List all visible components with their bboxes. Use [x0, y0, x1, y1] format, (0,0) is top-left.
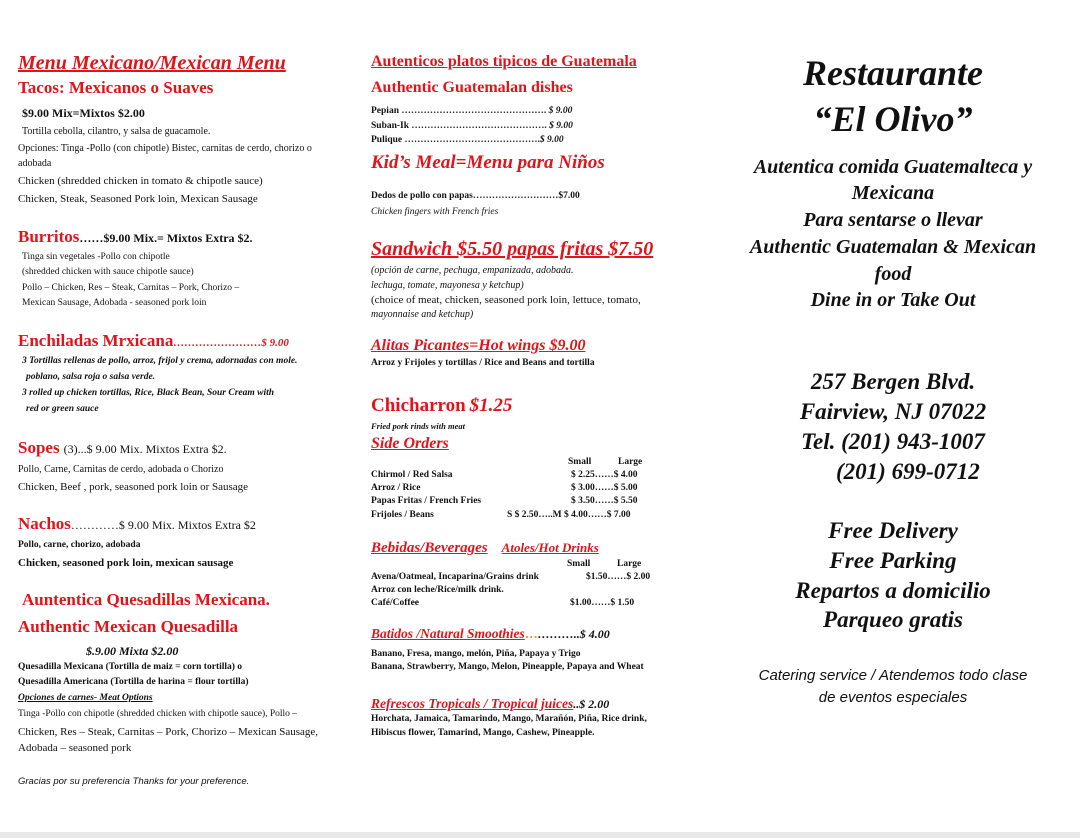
sandwich-desc-1: (opción de carne, pechuga, empanizada, adobada.	[371, 265, 574, 276]
tacos-desc-4: Chicken (shredded chicken in tomato & chipotle sauce)	[18, 175, 263, 187]
alitas-desc: Arroz y Frijoles y tortillas / Rice and Beans and tortilla	[371, 358, 595, 368]
burritos-desc-4: Mexican Sausage, Adobada - seasoned pork loin	[22, 298, 207, 308]
service-delivery: Free Delivery	[828, 518, 958, 543]
nachos-title: Nachos	[18, 514, 71, 533]
side-orders-title: Side Orders	[371, 435, 449, 452]
bev-large-label: Large	[617, 559, 642, 569]
quesadilla-desc-2: Quesadilla Americana (Tortilla de harina = flour tortilla)	[18, 677, 249, 687]
chicharron-title: Chicharron	[371, 395, 466, 416]
service-parking: Free Parking	[829, 548, 957, 573]
burritos-desc-3: Pollo – Chicken, Res – Steak, Carnitas – Pork, Chorizo –	[22, 283, 240, 293]
sandwich-desc-4: mayonnaise and ketchup)	[371, 309, 474, 320]
sandwich-desc-3: (choice of meat, chicken, seasoned pork loin, lettuce, tomato,	[371, 294, 641, 306]
enchiladas-desc-1: 3 Tortillas rellenas de pollo, arroz, frijol y crema, adornadas con mole.	[22, 356, 298, 366]
service-repartos: Repartos a domicilio	[795, 578, 991, 603]
tacos-desc-2: Opciones: Tinga -Pollo (con chipotle) Bistec, carnitas de cerdo, chorizo o	[18, 143, 312, 154]
side-price-salsa: $ 2.25……$ 4.00	[571, 470, 638, 480]
tagline-6: Dine in or Take Out	[810, 289, 976, 311]
side-small-label: Small	[568, 457, 592, 467]
tacos-title: Tacos: Mexicanos o Suaves	[18, 78, 214, 97]
tagline-3: Para sentarse o llevar	[803, 209, 983, 231]
side-item-beans: Frijoles / Beans	[371, 510, 434, 520]
bev-oatmeal: Avena/Oatmeal, Incaparina/Grains drink	[371, 572, 539, 582]
beverages-heading	[371, 539, 599, 557]
batidos-dots: …	[524, 626, 538, 641]
phone-1: Tel. (201) 943-1007	[801, 429, 985, 454]
side-item-salsa: Chirmol / Red Salsa	[371, 470, 453, 480]
tagline-1: Autentica comida Guatemalteca y	[753, 156, 1033, 178]
phone-2: (201) 699-0712	[836, 459, 980, 484]
side-item-fries: Papas Fritas / French Fries	[371, 496, 482, 506]
bottom-edge	[0, 832, 1080, 838]
side-item-rice: Arroz / Rice	[371, 483, 421, 493]
tacos-desc-5: Chicken, Steak, Seasoned Pork loin, Mexican Sausage	[18, 193, 258, 205]
restaurant-name-2: “El Olivo”	[813, 99, 973, 139]
enchiladas-heading	[18, 331, 289, 351]
side-price-rice: $ 3.00……$ 5.00	[571, 483, 638, 493]
batidos-heading	[371, 625, 610, 643]
alitas-title: Alitas Picantes=Hot wings $9.00	[371, 337, 586, 354]
nachos-heading	[18, 514, 256, 534]
guatemala-item-pepian: Pepian ………………………………………. $ 9.00	[371, 106, 573, 116]
guatemala-title-2: Authentic Guatemalan dishes	[371, 79, 573, 96]
bebidas-title: Bebidas/Beverages	[371, 540, 488, 556]
service-parqueo: Parqueo gratis	[823, 607, 963, 632]
chicharron-desc: Fried pork rinds with meat	[371, 421, 465, 431]
chicharron-price: $1.25	[469, 395, 513, 416]
tagline-4: Authentic Guatemalan & Mexican	[749, 236, 1037, 258]
enchiladas-desc-2: poblano, salsa roja o salsa verde.	[26, 372, 156, 382]
batidos-price: ………..$ 4.00	[537, 627, 610, 641]
enchiladas-desc-3: 3 rolled up chicken tortillas, Rice, Black Bean, Sour Cream with	[22, 388, 275, 398]
menu-title: Menu Mexicano/Mexican Menu	[18, 52, 286, 74]
guatemala-item-subanik: Suban-Ik ……………………………………. $ 9.00	[371, 121, 573, 131]
tacos-desc-1: Tortilla cebolla, cilantro, y salsa de guacamole.	[22, 126, 211, 137]
refrescos-title: Refrescos Tropicals / Tropical juices	[371, 696, 574, 711]
address-line-2: Fairview, NJ 07022	[799, 399, 987, 424]
quesadilla-desc-6: Adobada – seasoned pork	[18, 742, 132, 754]
batidos-desc-1: Banano, Fresa, mango, melón, Piña, Papaya y Trigo	[371, 649, 581, 659]
thanks-note: Gracias por su preferencia Thanks for your preference.	[18, 776, 250, 787]
quesadilla-desc-5: Chicken, Res – Steak, Carnitas – Pork, Chorizo – Mexican Sausage,	[18, 726, 319, 738]
nachos-price: …………$ 9.00 Mix. Mixtos Extra $2	[70, 518, 256, 532]
sopes-desc-1: Pollo, Carne, Carnitas de cerdo, adobada o Chorizo	[18, 464, 224, 475]
tagline-5: food	[874, 263, 912, 285]
sopes-title: Sopes	[18, 438, 60, 457]
quesadilla-desc-4: Tinga -Pollo con chipotle (shredded chicken with chipotle sauce), Pollo –	[18, 709, 298, 719]
batidos-title: Batidos /Natural Smoothies	[371, 626, 525, 641]
quesadilla-price: $.9.00 Mixta $2.00	[86, 644, 179, 658]
enchiladas-price: ……………………$ 9.00	[173, 337, 289, 349]
burritos-desc-2: (shredded chicken with sauce chipotle sauce)	[22, 267, 194, 277]
refrescos-desc-1: Horchata, Jamaica, Tamarindo, Mango, Marañón, Piña, Rice drink,	[371, 714, 647, 724]
bev-coffee: Café/Coffee	[371, 598, 420, 608]
restaurant-name-1: Restaurante	[802, 53, 984, 93]
tacos-price: $9.00 Mix=Mixtos $2.00	[22, 106, 145, 120]
guatemala-title-1: Autenticos platos tipicos de Guatemala	[371, 53, 637, 70]
bev-coffee-price: $1.00……$ 1.50	[570, 598, 635, 608]
bev-oatmeal-price: $1.50……$ 2.00	[586, 572, 651, 582]
sopes-price: (3)...$ 9.00 Mix. Mixtos Extra $2.	[63, 442, 227, 456]
burritos-title: Burritos	[18, 227, 80, 246]
side-price-beans: S $ 2.50…..M $ 4.00……$ 7.00	[507, 510, 631, 520]
burritos-desc-1: Tinga sin vegetales -Pollo con chipotle	[22, 252, 170, 262]
bev-small-label: Small	[567, 559, 591, 569]
nachos-desc-2: Chicken, seasoned pork loin, mexican sausage	[18, 557, 234, 569]
nachos-desc-1: Pollo, carne, chorizo, adobada	[18, 540, 141, 550]
quesadilla-desc-1: Quesadilla Mexicana (Tortilla de maiz = corn tortilla) o	[18, 662, 243, 672]
refrescos-heading	[371, 695, 609, 713]
tagline-2: Mexicana	[851, 182, 935, 204]
kids-meal-title: Kid’s Meal=Menu para Niños	[371, 152, 605, 173]
guatemala-item-pulique: Pulique …………………………………….$ 9.00	[371, 135, 564, 145]
bev-rice-milk: Arroz con leche/Rice/milk drink.	[371, 585, 504, 595]
batidos-desc-2: Banana, Strawberry, Mango, Melon, Pineapple, Papaya and Wheat	[371, 662, 644, 672]
side-large-label: Large	[618, 457, 643, 467]
refrescos-price: ..$ 2.00	[573, 697, 610, 711]
tacos-desc-3: adobada	[18, 158, 52, 169]
sopes-heading	[18, 438, 227, 458]
sandwich-desc-2: lechuga, tomate, mayonesa y ketchup)	[371, 280, 524, 291]
atoles-title: Atoles/Hot Drinks	[501, 540, 599, 555]
burritos-price: ……$9.00 Mix.= Mixtos Extra $2.	[79, 231, 253, 245]
address-line-1: 257 Bergen Blvd.	[810, 369, 976, 394]
sopes-desc-2: Chicken, Beef , pork, seasoned pork loin or Sausage	[18, 481, 249, 493]
kids-meal-desc-1: Dedos de pollo con papas………………………$7.00	[371, 191, 580, 201]
catering-line-2: de eventos especiales	[818, 689, 968, 706]
chicharron-heading	[371, 395, 512, 417]
kids-meal-desc-2: Chicken fingers with French fries	[371, 207, 499, 217]
quesadilla-meat-options: Opciones de carnes- Meat Options	[18, 693, 153, 703]
sandwich-title: Sandwich $5.50 papas fritas $7.50	[371, 238, 654, 260]
catering-line-1: Catering service / Atendemos todo clase	[758, 667, 1028, 684]
refrescos-desc-2: Hibiscus flower, Tamarind, Mango, Cashew, Pineapple.	[371, 728, 595, 738]
quesadilla-title-1: Auntentica Quesadillas Mexicana.	[22, 590, 270, 609]
enchiladas-desc-4: red or green sauce	[26, 404, 99, 414]
side-price-fries: $ 3.50……$ 5.50	[571, 496, 638, 506]
enchiladas-title: Enchiladas Mrxicana	[18, 331, 174, 350]
burritos-heading	[18, 227, 253, 247]
quesadilla-title-2: Authentic Mexican Quesadilla	[18, 617, 239, 636]
